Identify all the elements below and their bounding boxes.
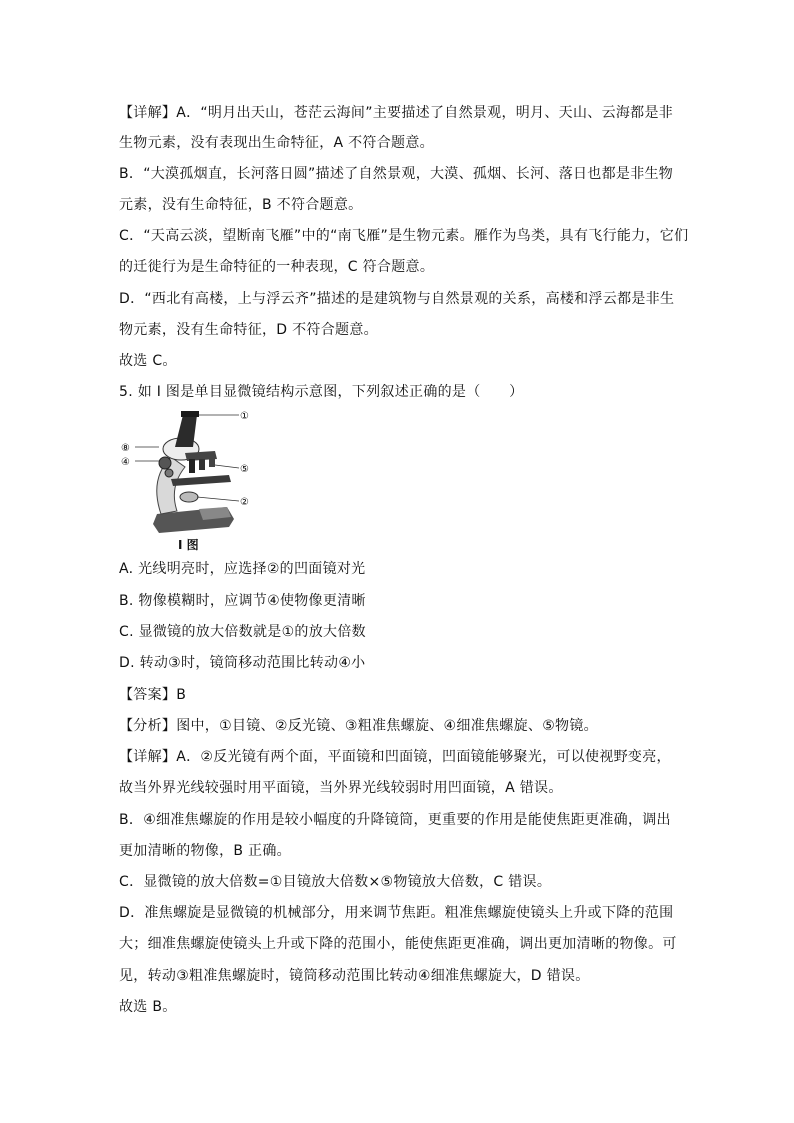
detail-line-7: 大；细准焦螺旋使镜头上升或下降的范围小，能使焦距更准确，调出更加清晰的物像。可 xyxy=(119,936,677,952)
fine-focus-knob xyxy=(165,469,173,477)
prev-detail-line-3: B．“大漠孤烟直，长河落日圆”描述了自然景观，大漠、孤烟、长河、落日也都是非生物 xyxy=(119,166,674,182)
prev-detail-line-7: D．“西北有高楼，上与浮云齐”描述的是建筑物与自然景观的关系，高楼和浮云都是非生 xyxy=(119,291,675,307)
label-5: ⑤ xyxy=(240,464,249,475)
prev-detail-line-5: C．“天高云淡，望断南飞雁”中的“南飞雁”是生物元素。雁作为鸟类，具有飞行能力，它们 xyxy=(119,228,689,244)
stage xyxy=(171,475,231,486)
mirror xyxy=(180,492,198,502)
label-2: ② xyxy=(240,497,249,508)
detail-line-8: 见，转动③粗准焦螺旋时，镜筒移动范围比转动④细准焦螺旋大，D 错误。 xyxy=(119,968,590,984)
detail-line-1: 【详解】A．②反光镜有两个面，平面镜和凹面镜，凹面镜能够聚光，可以使视野变亮， xyxy=(119,749,671,765)
microscope-figure xyxy=(119,409,269,554)
analysis: 【分析】图中，①目镜、②反光镜、③粗准焦螺旋、④细准焦螺旋、⑤物镜。 xyxy=(119,718,598,734)
label-4: ④ xyxy=(121,457,130,468)
prev-detail-line-1: 【详解】A．“明月出天山，苍茫云海间”主要描述了自然景观，明月、天山、云海都是非 xyxy=(119,105,674,121)
option-d: D. 转动③时，镜筒移动范围比转动④小 xyxy=(119,655,366,671)
option-c: C. 显微镜的放大倍数就是①的放大倍数 xyxy=(119,624,366,640)
detail-line-6: D．准焦螺旋是显微镜的机械部分，用来调节焦距。粗准焦螺旋使镜头上升或下降的范围 xyxy=(119,905,674,921)
prev-detail-line-6: 的迁徙行为是生命特征的一种表现，C 符合题意。 xyxy=(119,259,435,275)
prev-detail-line-4: 元素，没有生命特征，B 不符合题意。 xyxy=(119,197,363,213)
figure-caption: I 图 xyxy=(178,538,199,552)
option-b: B. 物像模糊时，应调节④使物像更清晰 xyxy=(119,593,366,609)
prev-detail-line-8: 物元素，没有生命特征，D 不符合题意。 xyxy=(119,322,378,338)
prev-detail-conclusion: 故选 C。 xyxy=(119,353,177,369)
objective-lens xyxy=(189,459,195,473)
answer: 【答案】B xyxy=(119,687,187,703)
coarse-focus-knob xyxy=(159,457,171,469)
detail-line-4: 更加清晰的物像，B 正确。 xyxy=(119,843,291,859)
question-stem: 5. 如 I 图是单目显微镜结构示意图，下列叙述正确的是（ ） xyxy=(119,384,524,400)
detail-line-3: B．④细准焦螺旋的作用是较小幅度的升降镜筒，更重要的作用是能使焦距更准确，调出 xyxy=(119,812,671,828)
option-a: A. 光线明亮时，应选择②的凹面镜对光 xyxy=(119,561,366,577)
prev-detail-line-2: 生物元素，没有表现出生命特征，A 不符合题意。 xyxy=(119,135,434,151)
label-1: ① xyxy=(240,411,249,422)
microscope-illustration xyxy=(119,409,269,554)
label-8: ⑧ xyxy=(121,443,130,454)
detail-line-5: C．显微镜的放大倍数=①目镜放大倍数×⑤物镜放大倍数，C 错误。 xyxy=(119,874,552,890)
detail-conclusion: 故选 B。 xyxy=(119,999,177,1015)
detail-line-2: 故当外界光线较强时用平面镜，当外界光线较弱时用凹面镜，A 错误。 xyxy=(119,780,563,796)
